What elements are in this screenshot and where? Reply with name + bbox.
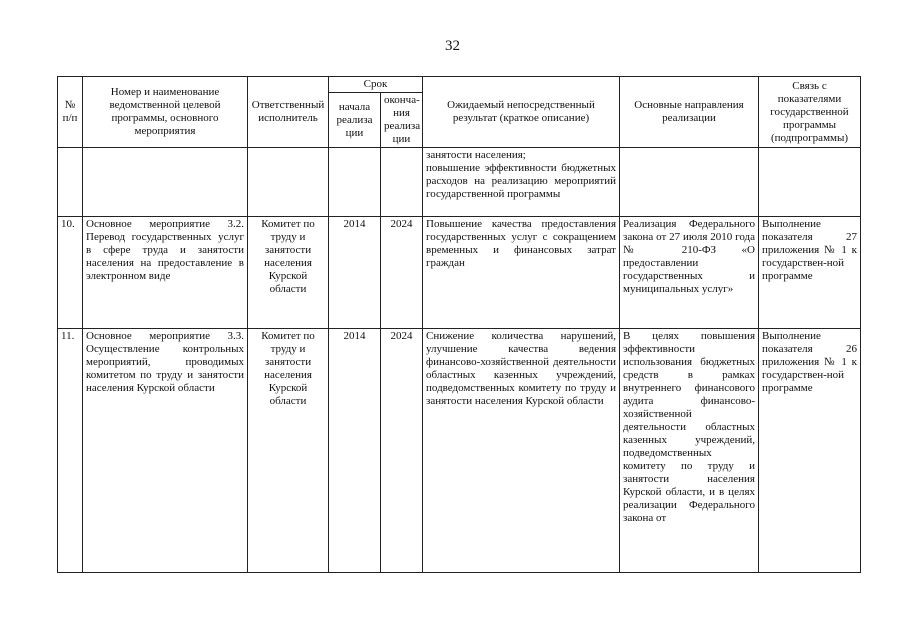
- row-end: 2024: [381, 329, 423, 573]
- cont-name-cell: [83, 148, 248, 217]
- row-end: 2024: [381, 217, 423, 329]
- continuation-row: [58, 148, 861, 217]
- table-row: [58, 329, 861, 573]
- table-row: [58, 217, 861, 329]
- row-start: 2014: [329, 217, 381, 329]
- cont-executor-cell: [248, 148, 329, 217]
- cont-end-cell: [381, 148, 423, 217]
- cont-link-cell: [759, 148, 861, 217]
- cont-result-cell: занятости населения; повышение эффективности бюджетных расходов на реализацию мероприятий государственной программы: [423, 148, 620, 217]
- header-result: Ожидаемый непосредственный результат (краткое описание): [423, 77, 620, 148]
- program-table: [57, 76, 861, 573]
- row-num: 11.: [58, 329, 83, 573]
- header-start: начала реализа ции: [329, 93, 381, 148]
- header-end: оконча- ния реализа ции: [381, 93, 423, 148]
- row-start: 2014: [329, 329, 381, 573]
- table-header: [58, 77, 861, 148]
- cont-num-cell: [58, 148, 83, 217]
- cont-directions-cell: [620, 148, 759, 217]
- row-num: 10.: [58, 217, 83, 329]
- row-executor: Комитет по труду и занятости населения Курской области: [248, 217, 329, 329]
- row-directions: Реализация Федерального закона от 27 июля 2010 года № 210-ФЗ «О предоставлении государственных и муниципальных услуг»: [620, 217, 759, 329]
- row-name: Основное мероприятие 3.3. Осуществление контрольных мероприятий, проводимых комитетом по труду и занятости населения Курской области: [83, 329, 248, 573]
- row-result: Повышение качества предоставления государственных услуг с сокращением временных и финансовых затрат граждан: [423, 217, 620, 329]
- row-result: Снижение количества нарушений, улучшение качества ведения финансово-хозяйственной деятельности областных казенных учреждений, подведомственных комитету по труду и занятости населения Курской области: [423, 329, 620, 573]
- row-directions: В целях повышения эффективности использования бюджетных средств в рамках внутреннего финансового аудита финансово-хозяйственной деятельности областных казенных учреждений, подведомственных комитету по труду и занятости населения Курской области, и в целях реализации Федерального закона от: [620, 329, 759, 573]
- header-link: Связь с показателями государственной программы (подпрограммы): [759, 77, 861, 148]
- row-name: Основное мероприятие 3.2. Перевод государственных услуг в сфере труда и занятости населения на предоставление в электронном виде: [83, 217, 248, 329]
- page-number: 32: [445, 38, 460, 54]
- header-name: Номер и наименование ведомственной целевой программы, основного мероприятия: [83, 77, 248, 148]
- row-link: Выполнение показателя 27 приложения № 1 к государствен-ной программе: [759, 217, 861, 329]
- header-num: № п/п: [58, 77, 83, 148]
- header-directions: Основные направления реализации: [620, 77, 759, 148]
- cont-start-cell: [329, 148, 381, 217]
- header-executor: Ответственный исполнитель: [248, 77, 329, 148]
- header-term: Срок: [329, 77, 423, 93]
- row-executor: Комитет по труду и занятости населения Курской области: [248, 329, 329, 573]
- row-link: Выполнение показателя 26 приложения № 1 к государствен-ной программе: [759, 329, 861, 573]
